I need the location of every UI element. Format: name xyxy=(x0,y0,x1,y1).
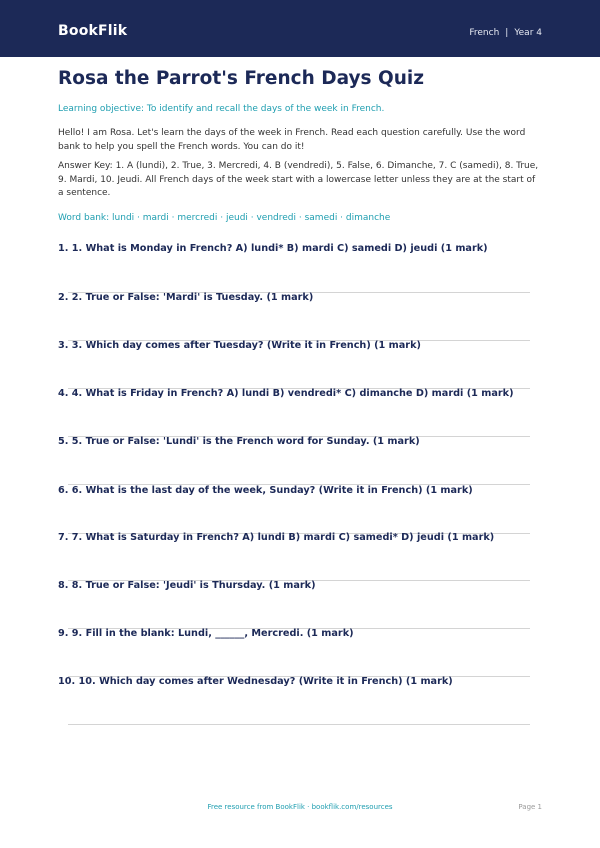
question-text: 4. 4. What is Friday in French? A) lundi B) vendredi* C) dimanche D) mardi (1 mark) xyxy=(58,388,514,399)
question-item xyxy=(58,435,542,448)
question-text: 5. 5. True or False: 'Lundi' is the French word for Sunday. (1 mark) xyxy=(58,436,420,447)
question-item xyxy=(58,579,542,592)
question-text: 1. 1. What is Monday in French? A) lundi* B) mardi C) samedi D) jeudi (1 mark) xyxy=(58,243,488,254)
question-item xyxy=(58,291,542,304)
question-item xyxy=(58,242,542,255)
page-number: Page 1 xyxy=(518,803,542,811)
answer-line[interactable] xyxy=(68,724,530,725)
question-text: 9. 9. Fill in the blank: Lundi, ______, Mercredi. (1 mark) xyxy=(58,628,354,639)
question-item xyxy=(58,531,542,544)
worksheet-intro xyxy=(58,64,542,225)
year-label: Year 4 xyxy=(514,28,542,38)
question-item xyxy=(58,484,542,497)
separator: | xyxy=(505,28,509,38)
question-item xyxy=(58,387,542,400)
question-item xyxy=(58,627,542,640)
subject-year-label xyxy=(469,28,542,38)
intro-text: Hello! I am Rosa. Let's learn the days of the week in French. Read each question carefully. Use the word bank to help you spell the French words. You can do it! xyxy=(58,128,526,152)
question-text: 2. 2. True or False: 'Mardi' is Tuesday. (1 mark) xyxy=(58,292,314,303)
question-text: 7. 7. What is Saturday in French? A) lundi B) mardi C) samedi* D) jeudi (1 mark) xyxy=(58,532,495,543)
question-text: 3. 3. Which day comes after Tuesday? (Write it in French) (1 mark) xyxy=(58,340,421,351)
question-text: 8. 8. True or False: 'Jeudi' is Thursday. (1 mark) xyxy=(58,580,316,591)
brand-logo: BookFlik xyxy=(58,23,128,39)
learning-objective: Learning objective: To identify and recall the days of the week in French. xyxy=(58,104,385,114)
question-text: 6. 6. What is the last day of the week, Sunday? (Write it in French) (1 mark) xyxy=(58,485,473,496)
header-bar xyxy=(0,0,600,57)
question-item xyxy=(58,675,542,688)
page-title: Rosa the Parrot's French Days Quiz xyxy=(58,68,425,89)
subject-label: French xyxy=(469,28,500,38)
question-text: 10. 10. Which day comes after Wednesday? (Write it in French) (1 mark) xyxy=(58,676,453,687)
question-item xyxy=(58,339,542,352)
word-bank: Word bank: lundi · mardi · mercredi · jeudi · vendredi · samedi · dimanche xyxy=(58,212,391,223)
answer-key: Answer Key: 1. A (lundi), 2. True, 3. Mercredi, 4. B (vendredi), 5. False, 6. Dimanche, 7. C (samedi), 8. True, 9. Mardi, 10. Jeudi. All French days of the week start with a lowercase letter unless they are at the start of a sentence. xyxy=(58,161,539,198)
footer-credit: Free resource from BookFlik · bookflik.com/resources xyxy=(207,803,393,811)
